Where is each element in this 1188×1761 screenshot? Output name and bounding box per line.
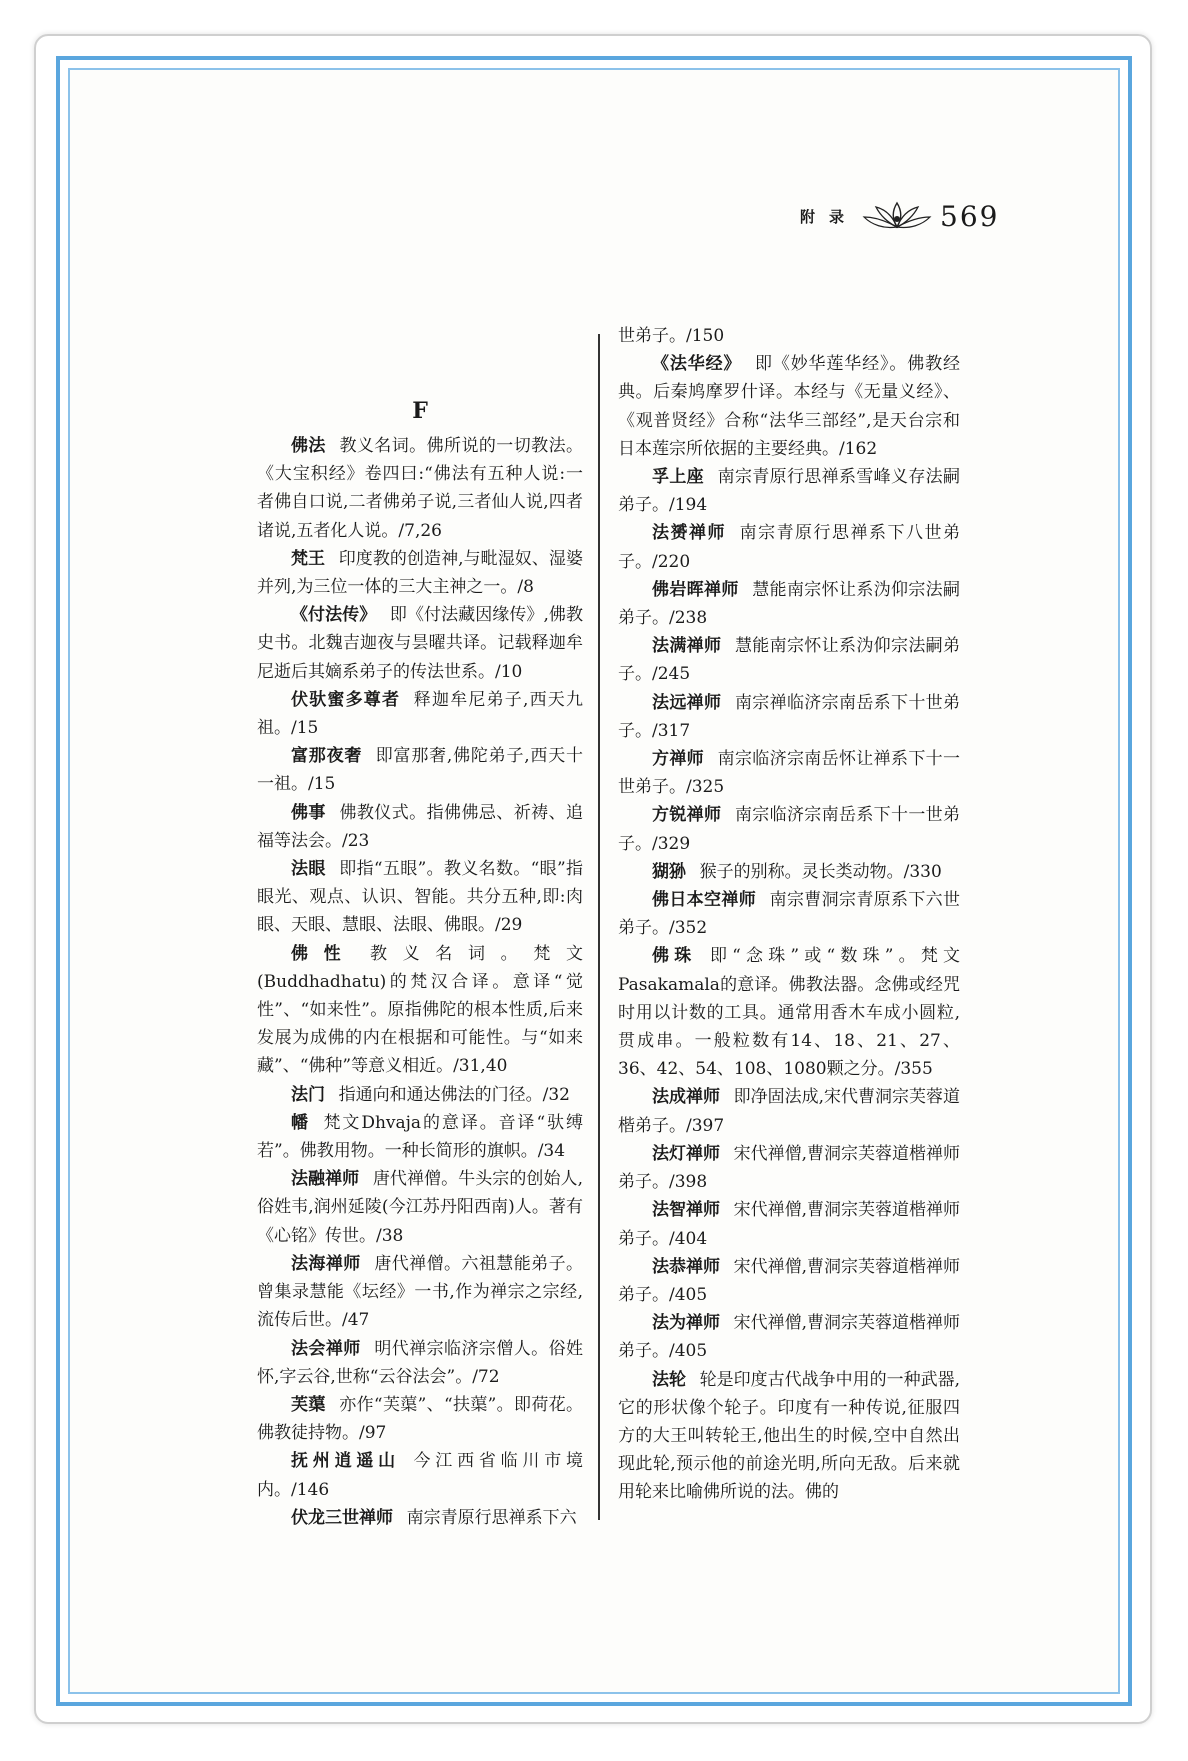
right-column [618,322,960,1507]
glossary-entry [618,858,960,886]
glossary-entry [257,1250,583,1335]
entry-definition: 教义名词。佛所说的一切教法。《大宝积经》卷四曰:“佛法有五种人说:一者佛自口说,二者佛弟子说,三者仙人说,四者诸说,五者化人说。/7,26 [257,436,584,541]
entry-definition: 南宗青原行思禅系雪峰义存法嗣弟子。/194 [618,467,961,516]
glossary-entry [257,799,583,855]
page-sheet [68,68,1120,1694]
glossary-entry [257,940,583,1081]
glossary-entry [618,632,960,688]
entry-term: 幡 [291,1112,310,1133]
glossary-entry [257,1165,583,1250]
entry-term: 佛事 [291,802,326,823]
entry-definition: 明代禅宗临济宗僧人。俗姓怀,字云谷,世称“云谷法会”。/72 [257,1338,584,1387]
glossary-entry [618,745,960,801]
entry-term: 伏龙三世禅师 [291,1507,393,1528]
entry-term: 佛日本空禅师 [652,890,757,911]
entry-definition: 南宗青原行思禅系下六 [406,1507,577,1528]
entry-definition: 宋代禅僧,曹洞宗芙蓉道楷禅师弟子。/405 [618,1313,960,1362]
entry-term: 法轮 [652,1369,686,1390]
glossary-entry [618,886,960,942]
glossary-entry [257,545,583,601]
entry-term: 方锐禅师 [652,805,722,826]
entry-definition: 释迦牟尼弟子,西天九祖。/15 [257,689,584,739]
entry-definition: 南宗曹洞宗青原系下六世弟子。/352 [618,890,961,939]
entry-term: 法融禅师 [291,1169,360,1190]
glossary-entry [257,855,583,940]
entry-definition: 南宗青原行思禅系下八世弟子。/220 [618,523,961,572]
left-column [257,432,583,1532]
lotus-ornament-icon [862,199,932,233]
entry-definition: 唐代禅僧。六祖慧能弟子。曾集录慧能《坛经》一书,作为禅宗之宗经,流传后世。/47 [257,1253,584,1331]
entry-definition: 梵文Dhvaja的意译。音译“驮缚若”。佛教用物。一种长简形的旗帜。/34 [257,1112,583,1162]
entry-term: 方禅师 [652,749,705,770]
entry-definition: 佛教仪式。指佛佛忌、祈祷、追福等法会。/23 [257,802,584,851]
entry-term: 抚州逍遥山 [291,1451,400,1472]
entry-term: 法赟禅师 [652,523,726,544]
section-label: 附录 [800,207,859,226]
entry-definition: 即《付法藏因缘传》,佛教史书。北魏吉迦夜与昙曜共译。记载释迦牟尼逝后其嫡系弟子的传法世系。/10 [257,605,583,682]
entry-definition: 南宗临济宗南岳系下十一世弟子。/329 [618,805,961,854]
entry-term: 《法华经》 [652,354,742,375]
entry-definition: 即指“五眼”。教义名数。“眼”指眼光、观点、认识、智能。共分五种,即:肉眼、天眼、慧眼、法眼、佛眼。/29 [257,859,584,936]
entry-term: 法会禅师 [291,1338,361,1359]
entry-definition: 指通向和通达佛法的门径。/32 [338,1084,570,1105]
entry-term: 法为禅师 [652,1313,720,1334]
entry-definition: 宋代禅僧,曹洞宗芙蓉道楷禅师弟子。/398 [618,1143,960,1193]
entry-definition: 唐代禅僧。牛头宗的创始人,俗姓韦,润州延陵(今江苏丹阳西南)人。著有《心铭》传世。/38 [257,1169,583,1246]
entry-term: 法智禅师 [652,1200,720,1221]
glossary-entry [618,519,960,575]
entry-definition: 猴子的别称。灵长类动物。/330 [699,861,942,882]
entry-term: 法门 [291,1084,325,1105]
entry-term: 佛珠 [652,946,697,967]
section-letter: F [412,398,428,424]
entry-definition: 即富那奢,佛陀弟子,西天十一祖。/15 [257,746,584,795]
glossary-entry [618,689,960,745]
column-divider [598,334,600,1520]
glossary-entry [257,1504,583,1532]
entry-definition: 印度教的创造神,与毗湿奴、湿婆并列,为三位一体的三大主神之一。/8 [257,548,583,598]
entry-term: 佛岩晖禅师 [652,579,739,600]
glossary-entry [257,432,583,545]
glossary-entry [618,1083,960,1139]
glossary-entry [618,1140,960,1196]
glossary-entry [257,601,583,686]
entry-term: 《付法传》 [291,605,377,626]
entry-term: 法远禅师 [652,692,722,713]
glossary-entry [618,463,960,519]
entry-definition: 即“念珠”或“数珠”。梵文Pasakamala的意译。佛教法器。念佛或经咒时用以计数的工具。通常用香木车成小圆粒,贯成串。一般粒数有14、18、21、27、36、42、54、108、1080颗之分。/355 [618,946,961,1080]
glossary-entry [257,1109,583,1165]
glossary-entry [618,576,960,632]
continued-entry-text: 世弟子。/150 [618,326,725,346]
entry-definition: 慧能南宗怀让系沩仰宗法嗣弟子。/245 [618,636,961,685]
glossary-entry [257,686,583,742]
page-number: 569 [940,199,1000,233]
entry-definition: 轮是印度古代战争中用的一种武器,它的形状像个轮子。印度有一种传说,征服四方的大王叫转轮王,他出生的时候,空中自然出现此轮,预示他的前途光明,所向无敌。后来就用轮来比喻佛所说的法。佛的 [618,1369,960,1503]
glossary-entry [257,1335,583,1391]
entry-definition: 即净固法成,宋代曹洞宗芙蓉道楷弟子。/397 [618,1087,960,1136]
glossary-entry [257,1391,583,1447]
entry-definition: 慧能南宗怀让系沩仰宗法嗣弟子。/238 [618,579,961,629]
entry-term: 佛法 [291,436,326,456]
entry-definition: 今江西省临川市境内。/146 [257,1451,584,1500]
entry-term: 法灯禅师 [652,1143,720,1164]
glossary-entry [618,801,960,857]
entry-term: 芙蕖 [291,1394,326,1415]
glossary-entry [257,742,583,798]
entry-term: 伏驮蜜多尊者 [291,689,401,710]
entry-definition: 教义名词。梵文(Buddhadhatu)的梵汉合译。意译“觉性”、“如来性”。原指佛陀的根本性质,后来发展为成佛的内在根据和可能性。与“如来藏”、“佛种”等意义相近。/31,40 [257,943,584,1077]
entry-term: 猢狲 [652,861,686,882]
glossary-entry [618,1196,960,1252]
glossary-entry [618,1366,960,1507]
entry-term: 富那夜奢 [291,746,363,767]
entry-term: 法海禅师 [291,1253,361,1274]
entry-term: 法眼 [291,859,326,880]
entry-term: 法满禅师 [652,636,722,657]
entry-definition: 南宗禅临济宗南岳系下十世弟子。/317 [618,692,961,741]
entry-term: 法成禅师 [652,1087,720,1108]
entry-definition: 宋代禅僧,曹洞宗芙蓉道楷禅师弟子。/405 [618,1256,960,1305]
running-header [800,196,1030,236]
glossary-entry [618,1253,960,1309]
entry-definition: 即《妙华莲华经》。佛教经典。后秦鸠摩罗什译。本经与《无量义经》、《观普贤经》合称“法华三部经”,是天台宗和日本莲宗所依据的主要经典。/162 [618,354,961,459]
entry-definition: 宋代禅僧,曹洞宗芙蓉道楷禅师弟子。/404 [618,1200,960,1249]
entry-term: 佛性 [291,943,357,964]
entry-term: 法恭禅师 [652,1256,720,1277]
glossary-entry [618,942,960,1083]
entry-term: 孚上座 [652,467,705,488]
glossary-entry [618,350,960,463]
entry-term: 梵王 [291,548,326,569]
entry-definition: 南宗临济宗南岳怀让禅系下十一世弟子。/325 [618,749,961,798]
glossary-entry [257,1081,583,1109]
glossary-entry [618,1309,960,1365]
glossary-entry [257,1447,583,1503]
entry-definition: 亦作“芙蕖”、“扶蕖”。即荷花。佛教徒持物。/97 [257,1394,584,1444]
